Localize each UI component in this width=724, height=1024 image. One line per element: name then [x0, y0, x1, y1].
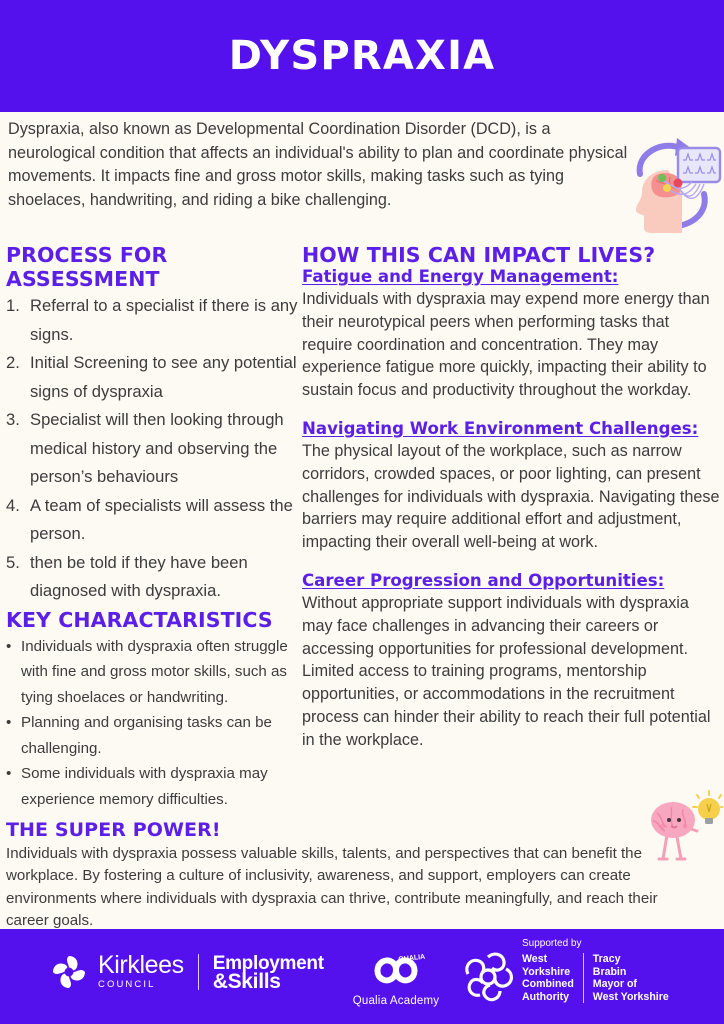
page-header: [0, 0, 724, 112]
kirklees-swirl-icon: [48, 951, 90, 993]
kirklees-subtitle: COUNCIL: [98, 979, 156, 990]
list-item: • Some individuals with dyspraxia may experience memory difficulties.: [6, 761, 302, 812]
process-steps-list: [6, 292, 302, 606]
characteristics-list: [6, 634, 302, 813]
list-item: Specialist will then looking through medical history and observing the person’s behaviours: [30, 410, 284, 486]
mayor-line: West Yorkshire: [592, 990, 669, 1003]
superpower-body: Individuals with dyspraxia possess valuable skills, talents, and perspectives that can benefit the workplace. By fostering a culture of inclusivity, awareness, and support, employers can create environments where individuals with dyspraxia can thrive, contribute meaningfully, and reach their career goals.: [6, 845, 658, 929]
process-heading: PROCESS FOR ASSESSMENT: [6, 243, 168, 291]
impact-block-career: [302, 571, 720, 752]
impact-subheading: Navigating Work Environment Challenges:: [302, 418, 699, 438]
brain-eeg-illustration: [622, 132, 722, 244]
authority-line: Authority: [522, 990, 570, 1003]
list-item: Initial Screening to see any potential signs of dyspraxia: [30, 353, 297, 401]
qualia-academy-logo[interactable]: [350, 948, 442, 1007]
impact-subheading: Career Progression and Opportunities:: [302, 570, 665, 590]
authority-name: [522, 953, 574, 1003]
mayor-line: Tracy: [592, 953, 621, 965]
list-item: • Individuals with dyspraxia often struggle with fine and gross motor skills, such as tying shoelaces or handwriting.: [6, 634, 302, 711]
impact-block-fatigue: [302, 267, 720, 402]
impact-body: Without appropriate support individuals with dyspraxia may face challenges in advancing their careers or accessing opportunities for professional development. Limited access to training programs, mentorship opportunities, or accommodations in the recruitment process can hinder their ability to reach their full potential in the workplace.: [302, 593, 711, 749]
mayor-line: Mayor of: [592, 978, 637, 991]
employment-label: Employment: [212, 952, 324, 974]
right-column: [302, 243, 720, 769]
superpower-heading: THE SUPER POWER!: [6, 819, 221, 841]
employment-skills-wordmark: [213, 954, 324, 991]
authority-line: West: [522, 953, 548, 965]
skills-label: &Skills: [212, 969, 281, 993]
qualia-academy-label: Qualia Academy: [352, 995, 440, 1007]
page-title: DYSPRAXIA: [228, 33, 496, 79]
footer-divider: [198, 954, 199, 990]
west-yorkshire-combined-authority-logo[interactable]: [462, 938, 669, 1003]
impact-subheading: Fatigue and Energy Management:: [302, 267, 619, 286]
mayor-name: [593, 953, 669, 1003]
qualia-arc-text: QUALIA: [398, 953, 426, 964]
kirklees-wordmark: [98, 953, 184, 991]
supported-by-label: Supported by: [522, 938, 582, 949]
list-item: A team of specialists will assess the person.: [30, 495, 293, 543]
left-column: [6, 243, 302, 812]
authority-line: Yorkshire: [522, 965, 571, 978]
characteristics-heading: KEY CHARACTARISTICS: [6, 607, 273, 632]
flower-icon: [462, 947, 514, 1003]
impact-body: The physical layout of the workplace, such as narrow corridors, crowded spaces, or poor lighting, can present challenges for individuals with dyspraxia. Navigating these barriers may require additional effort and adjustment, impacting their overall well-being at work.: [302, 441, 720, 552]
impact-block-navigating: [302, 419, 720, 554]
list-item: • Planning and organising tasks can be challenging.: [6, 710, 302, 761]
infinity-icon: [350, 948, 442, 988]
impact-heading: HOW THIS CAN IMPACT LIVES?: [302, 243, 656, 267]
wyca-divider: [583, 953, 584, 1003]
list-item: then be told if they have been diagnosed with dyspraxia.: [30, 552, 248, 600]
intro-paragraph: Dyspraxia, also known as Developmental Coordination Disorder (DCD), is a neurological condition that affects an individual's ability to plan and coordinate physical movements. It impacts fine and gross motor skills, making tasks such as tying shoelaces, handwriting, and riding a bike challenging.: [8, 120, 628, 209]
kirklees-name: Kirklees: [98, 951, 184, 979]
list-item: Referral to a specialist if there is any signs.: [30, 296, 298, 344]
mayor-line: Brabin: [592, 965, 627, 978]
authority-line: Combined: [522, 978, 574, 991]
kirklees-logo[interactable]: [48, 951, 324, 993]
wyca-text-block: [522, 938, 669, 1003]
impact-body: Individuals with dyspraxia may expend more energy than their neurotypical peers when performing tasks that require coordination and concentration. They may experience fatigue more quickly, impacting their ability to sustain focus and productivity throughout the workday.: [302, 290, 710, 400]
superpower-section: [6, 818, 666, 932]
